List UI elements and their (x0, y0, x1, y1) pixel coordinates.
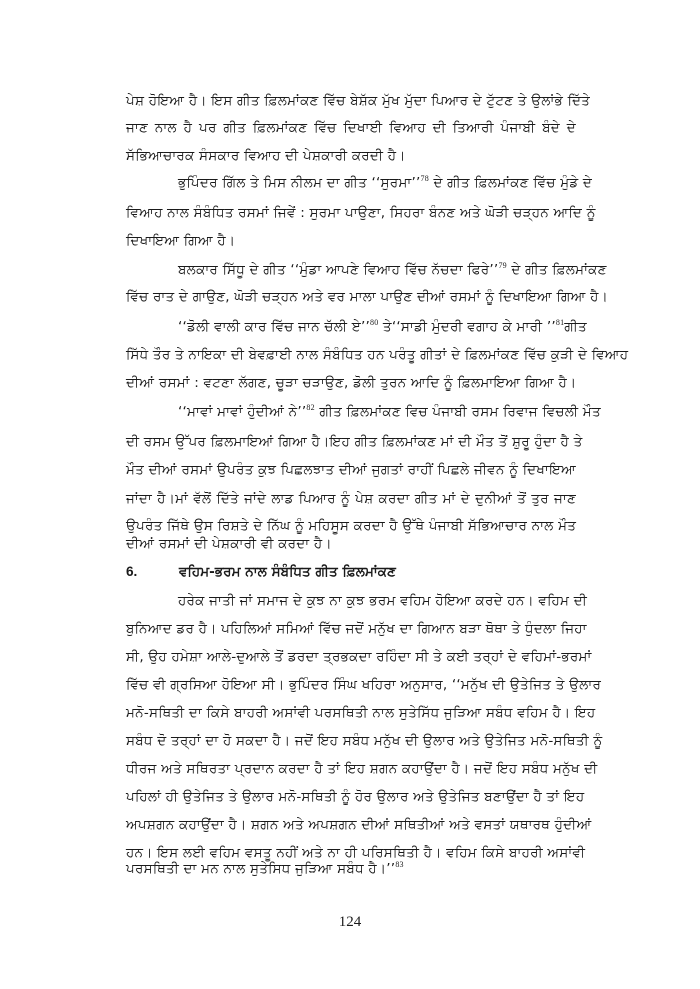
page-number: 124 (338, 914, 362, 930)
paragraph-4-line-2: ਸਿੱਧੇ ਤੌਰ ਤੇ ਨਾਇਕਾ ਦੀ ਬੇਵਫ਼ਾਈ ਨਾਲ ਸੰਬੰਧਿਤ ਹਨ ਪਰੰਤੂ ਗੀਤਾਂ ਦੇ ਫ਼ਿਲਮਾਂਕਣ ਵਿੱਚ ਕੁੜੀ ਦੇ ਵਿਆਹ (126, 347, 629, 363)
section-paragraph-line-6: ਸਬੰਧ ਦੋ ਤਰ੍ਹਾਂ ਦਾ ਹੋ ਸਕਦਾ ਹੈ। ਜਦੋਂ ਇਹ ਸਬੰਧ ਮਨੁੱਖ ਦੀ ਉਲਾਰ ਅਤੇ ਉਤੇਜਿਤ ਮਨੋ-ਸਥਿਤੀ ਨੂੰ (126, 733, 603, 749)
footnote-ref-80: 80 (370, 318, 379, 327)
paragraph-5-line-4: ਜਾਂਦਾ ਹੈ।ਮਾਂ ਵੱਲੋਂ ਦਿੱਤੇ ਜਾਂਦੇ ਲਾਡ ਪਿਆਰ ਨੂੰ ਪੇਸ਼ ਕਰਦਾ ਗੀਤ ਮਾਂ ਦੇ ਦੁਨੀਆਂ ਤੋਂ ਤੁਰ ਜਾਣ (126, 491, 576, 507)
paragraph-1-line-2: ਜਾਣ ਨਾਲ ਹੈ ਪਰ ਗੀਤ ਫ਼ਿਲਮਾਂਕਣ ਵਿੱਚ ਦਿਖਾਈ ਵਿਆਹ ਦੀ ਤਿਆਰੀ ਪੰਜਾਬੀ ਬੰਦੇ ਦੇ (126, 120, 576, 136)
paragraph-1-line-3: ਸੱਭਿਆਚਾਰਕ ਸੰਸਕਾਰ ਵਿਆਹ ਦੀ ਪੇਸ਼ਕਾਰੀ ਕਰਦੀ ਹੈ। (126, 148, 406, 164)
footnote-ref-82: 82 (306, 403, 315, 412)
section-paragraph-line-7: ਧੀਰਜ ਅਤੇ ਸਥਿਰਤਾ ਪ੍ਰਦਾਨ ਕਰਦਾ ਹੈ ਤਾਂ ਇਹ ਸ਼ਗਨ ਕਹਾਉਂਦਾ ਹੈ। ਜਦੋਂ ਇਹ ਸਬੰਧ ਮਨੁੱਖ ਦੀ (126, 761, 598, 777)
section-title: ਵਹਿਮ-ਭਰਮ ਨਾਲ ਸੰਬੰਧਿਤ ਗੀਤ ਫ਼ਿਲਮਾਂਕਣ (179, 564, 396, 580)
paragraph-5-line-6: ਦੀਆਂ ਰਸਮਾਂ ਦੀ ਪੇਸ਼ਕਾਰੀ ਵੀ ਕਰਦਾ ਹੈ। (126, 536, 332, 552)
section-paragraph-line-10: ਹਨ। ਇਸ ਲਈ ਵਹਿਮ ਵਸਤੂ ਨਹੀਂ ਅਤੇ ਨਾ ਹੀ ਪਰਿਸਥਿਤੀ ਹੈ। ਵਹਿਮ ਕਿਸੇ ਬਾਹਰੀ ਅਸਾਂਵੀ (126, 845, 586, 861)
paragraph-2-line-2: ਵਿਆਹ ਨਾਲ ਸੰਬੰਧਿਤ ਰਸਮਾਂ ਜਿਵੇਂ : ਸੁਰਮਾ ਪਾਉਣਾ, ਸਿਹਰਾ ਬੰਨਣ ਅਤੇ ਘੋੜੀ ਚੜ੍ਹਨ ਆਦਿ ਨੂੰ (126, 205, 596, 221)
footnote-ref-83: 83 (395, 860, 404, 869)
section-paragraph-line-5: ਮਨੋ-ਸਥਿਤੀ ਦਾ ਕਿਸੇ ਬਾਹਰੀ ਅਸਾਂਵੀ ਪਰਸਥਿਤੀ ਨਾਲ ਸੁਤੇਸਿੱਧ ਜੁੜਿਆ ਸਬੰਧ ਵਹਿਮ ਹੈ। ਇਹ (126, 705, 596, 721)
section-paragraph-line-9: ਅਪਸ਼ਗਨ ਕਹਾਉਂਦਾ ਹੈ। ਸ਼ਗਨ ਅਤੇ ਅਪਸ਼ਗਨ ਦੀਆਂ ਸਥਿਤੀਆਂ ਅਤੇ ਵਸਤਾਂ ਯਥਾਰਥ ਹੁੰਦੀਆਂ (126, 817, 592, 833)
section-paragraph-line-11: ਪਰਸਥਿਤੀ ਦਾ ਮਨ ਨਾਲ ਸੁਤੇਸਿਧ ਜੁੜਿਆ ਸਬੰਧ ਹੈ।’’$^{83}$ (126, 860, 404, 877)
section-heading (126, 563, 396, 581)
section-number: 6. (126, 564, 138, 579)
section-paragraph-line-2: ਬੁਨਿਆਦ ਡਰ ਹੈ। ਪਹਿਲਿਆਂ ਸਮਿਆਂ ਵਿੱਚ ਜਦੋਂ ਮਨੁੱਖ ਦਾ ਗਿਆਨ ਬੜਾ ਥੋਥਾ ਤੇ ਧੁੰਦਲਾ ਜਿਹਾ (126, 621, 587, 637)
paragraph-3-line-1: ਬਲਕਾਰ ਸਿੱਧੂ ਦੇ ਗੀਤ ‘‘ਮੁੰਡਾ ਆਪਣੇ ਵਿਆਹ ਵਿੱਚ ਨੱਚਦਾ ਫਿਰੇ’’$^{79}$ ਦੇ ਗੀਤ ਫ਼ਿਲਮਾਂਕਣ (178, 261, 607, 278)
paragraph-5-line-1: ‘‘ਮਾਵਾਂ ਮਾਵਾਂ ਹੁੰਦੀਆਂ ਨੇ’’$^{82}$ ਗੀਤ ਫ਼ਿਲਮਾਂਕਣ ਵਿਚ ਪੰਜਾਬੀ ਰਸਮ ਰਿਵਾਜ ਵਿਚਲੀ ਮੌਤ (178, 403, 601, 420)
paragraph-5-line-3: ਮੌਤ ਦੀਆਂ ਰਸਮਾਂ ਉਪਰੰਤ ਕੁਝ ਪਿਛਲਝਾਤ ਦੀਆਂ ਜੁਗਤਾਂ ਰਾਹੀਂ ਪਿਛਲੇ ਜੀਵਨ ਨੂੰ ਦਿਖਾਇਆ (126, 462, 576, 478)
section-paragraph-line-4: ਵਿੱਚ ਵੀ ਗ੍ਰਸਿਆ ਹੋਇਆ ਸੀ। ਭੁਪਿੰਦਰ ਸਿੰਘ ਖਹਿਰਾ ਅਨੁਸਾਰ, ‘‘ਮਨੁੱਖ ਦੀ ਉਤੇਜਿਤ ਤੇ ਉਲਾਰ (126, 677, 602, 693)
footnote-ref-79: 79 (498, 261, 507, 270)
paragraph-5-line-5: ਉਪਰੰਤ ਜਿੱਥੇ ਉਸ ਰਿਸ਼ਤੇ ਦੇ ਨਿੱਘ ਨੂੰ ਮਹਿਸੂਸ ਕਰਦਾ ਹੈ ਉੱਥੇ ਪੰਜਾਬੀ ਸੱਭਿਆਚਾਰ ਨਾਲ ਮੌਤ (126, 518, 577, 534)
paragraph-5-line-2: ਦੀ ਰਸਮ ਉੱਪਰ ਫ਼ਿਲਮਾਇਆਂ ਗਿਆ ਹੈ।ਇਹ ਗੀਤ ਫ਼ਿਲਮਾਂਕਣ ਮਾਂ ਦੀ ਮੌਤ ਤੋਂ ਸ਼ੁਰੂ ਹੁੰਦਾ ਹੈ ਤੇ (126, 434, 583, 450)
paragraph-1-line-1: ਪੇਸ਼ ਹੋਇਆ ਹੈ। ਇਸ ਗੀਤ ਫ਼ਿਲਮਾਂਕਣ ਵਿੱਚ ਬੇਸ਼ੱਕ ਮੁੱਖ ਮੁੱਦਾ ਪਿਆਰ ਦੇ ਟੁੱਟਣ ਤੇ ਉਲਾਂਭੇ ਦਿੱਤੇ (126, 93, 591, 109)
footnote-ref-78: 78 (420, 174, 429, 183)
paragraph-2-line-1: ਭੁਪਿੰਦਰ ਗਿੱਲ ਤੇ ਮਿਸ ਨੀਲਮ ਦਾ ਗੀਤ ‘‘ਸੁਰਮਾ’’$^{78}$ ਦੇ ਗੀਤ ਫ਼ਿਲਮਾਂਕਣ ਵਿੱਚ ਮੁੰਡੇ ਦੇ (178, 174, 593, 191)
section-paragraph-line-3: ਸੀ, ਉਹ ਹਮੇਸ਼ਾ ਆਲੇ-ਦੁਆਲੇ ਤੋਂ ਡਰਦਾ ਤ੍ਰਭਕਦਾ ਰਹਿੰਦਾ ਸੀ ਤੇ ਕਈ ਤਰ੍ਹਾਂ ਦੇ ਵਹਿਮਾਂ-ਭਰਮਾਂ (126, 649, 592, 665)
paragraph-3-line-2: ਵਿੱਚ ਰਾਤ ਦੇ ਗਾਉਣ, ਘੋੜੀ ਚੜ੍ਹਨ ਅਤੇ ਵਰ ਮਾਲਾ ਪਾਉਣ ਦੀਆਂ ਰਸਮਾਂ ਨੂੰ ਦਿਖਾਇਆ ਗਿਆ ਹੈ। (126, 289, 609, 305)
section-paragraph-line-1: ਹਰੇਕ ਜਾਤੀ ਜਾਂ ਸਮਾਜ ਦੇ ਕੁਝ ਨਾ ਕੁਝ ਭਰਮ ਵਹਿਮ ਹੋਇਆ ਕਰਦੇ ਹਨ। ਵਹਿਮ ਦੀ (178, 593, 588, 609)
section-paragraph-line-8: ਪਹਿਲਾਂ ਹੀ ਉਤੇਜਿਤ ਤੇ ਉਲਾਰ ਮਨੋ-ਸਥਿਤੀ ਨੂੰ ਹੋਰ ਉਲਾਰ ਅਤੇ ਉਤੇਜਿਤ ਬਣਾਉਂਦਾ ਹੈ ਤਾਂ ਇਹ (126, 789, 585, 805)
paragraph-2-line-3: ਦਿਖਾਇਆ ਗਿਆ ਹੈ। (126, 233, 236, 249)
paragraph-4-line-3: ਦੀਆਂ ਰਸਮਾਂ : ਵਟਣਾ ਲੱਗਣ, ਚੂੜਾ ਚੜਾਉਣ, ਡੋਲੀ ਤੁਰਨ ਆਦਿ ਨੂੰ ਫ਼ਿਲਮਾਇਆ ਗਿਆ ਹੈ। (126, 375, 577, 391)
paragraph-4-line-1: ‘‘ਡੋਲੀ ਵਾਲੀ ਕਾਰ ਵਿੱਚ ਜਾਨ ਚੱਲੀ ਏ’’$^{80}$ ਤੇ‘‘ਸਾਡੀ ਮੁੰਦਰੀ ਵਗਾਹ ਕੇ ਮਾਰੀ ’’$^{81}$ਗੀਤ (178, 318, 587, 335)
footnote-ref-81: 81 (555, 318, 565, 327)
